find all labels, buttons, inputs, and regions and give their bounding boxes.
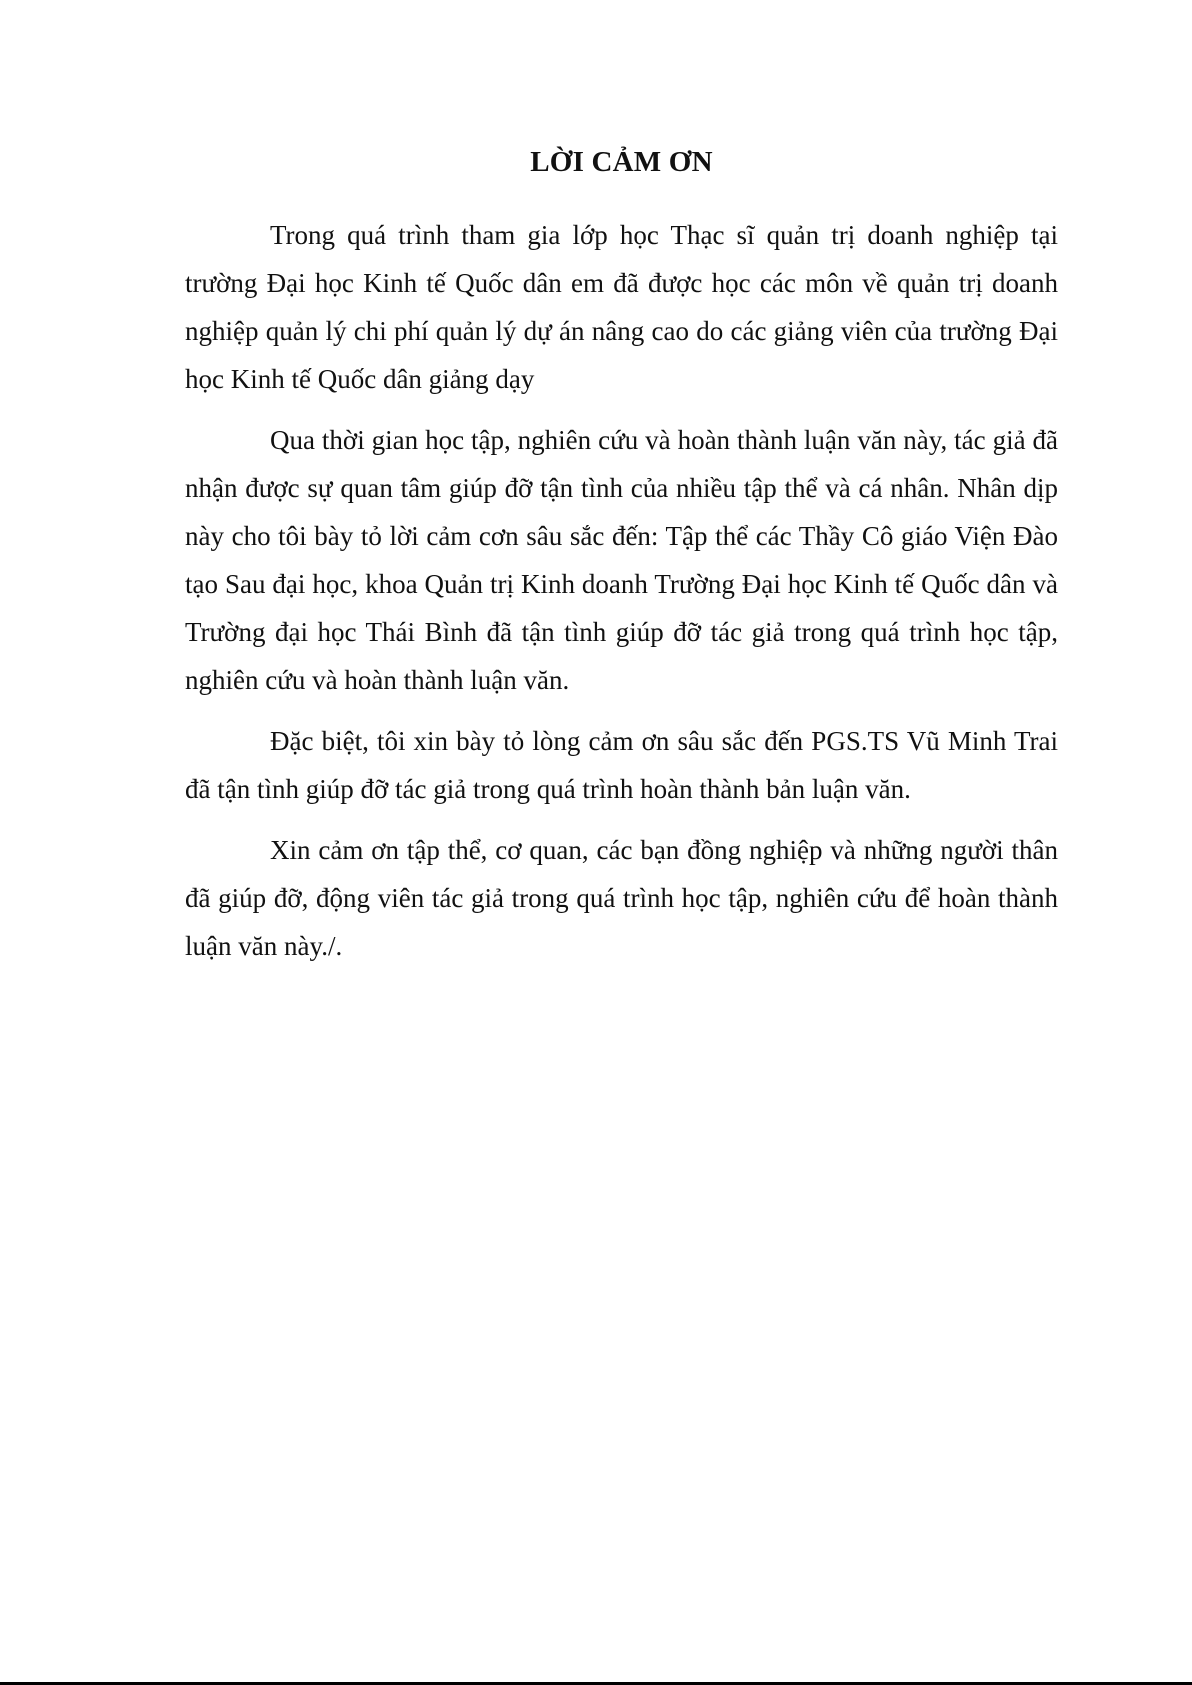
acknowledgement-section: [185, 142, 1058, 983]
paragraph-3: Đặc biệt, tôi xin bày tỏ lòng cảm ơn sâu sắc đến PGS.TS Vũ Minh Trai đã tận tình giúp đỡ tác giả trong quá trình hoàn thành bản luận văn.: [185, 726, 1058, 804]
paragraph-4: Xin cảm ơn tập thể, cơ quan, các bạn đồng nghiệp và những người thân đã giúp đỡ, động viên tác giả trong quá trình học tập, nghiên cứu để hoàn thành luận văn này./.: [185, 835, 1058, 961]
page-title: LỜI CẢM ƠN: [530, 146, 713, 178]
paragraph-2: Qua thời gian học tập, nghiên cứu và hoàn thành luận văn này, tác giả đã nhận được sự quan tâm giúp đỡ tận tình của nhiều tập thể và cá nhân. Nhân dịp này cho tôi bày tỏ lời cảm cơn sâu sắc đến: Tập thể các Thầy Cô giáo Viện Đào tạo Sau đại học, khoa Quản trị Kinh doanh Trường Đại học Kinh tế Quốc dân và Trường đại học Thái Bình đã tận tình giúp đỡ tác giả trong quá trình học tập, nghiên cứu và hoàn thành luận văn.: [185, 425, 1058, 695]
paragraph-1: Trong quá trình tham gia lớp học Thạc sĩ quản trị doanh nghiệp tại trường Đại học Kinh tế Quốc dân em đã được học các môn về quản trị doanh nghiệp quản lý chi phí quản lý dự án nâng cao do các giảng viên của trường Đại học Kinh tế Quốc dân giảng dạy: [185, 220, 1058, 394]
